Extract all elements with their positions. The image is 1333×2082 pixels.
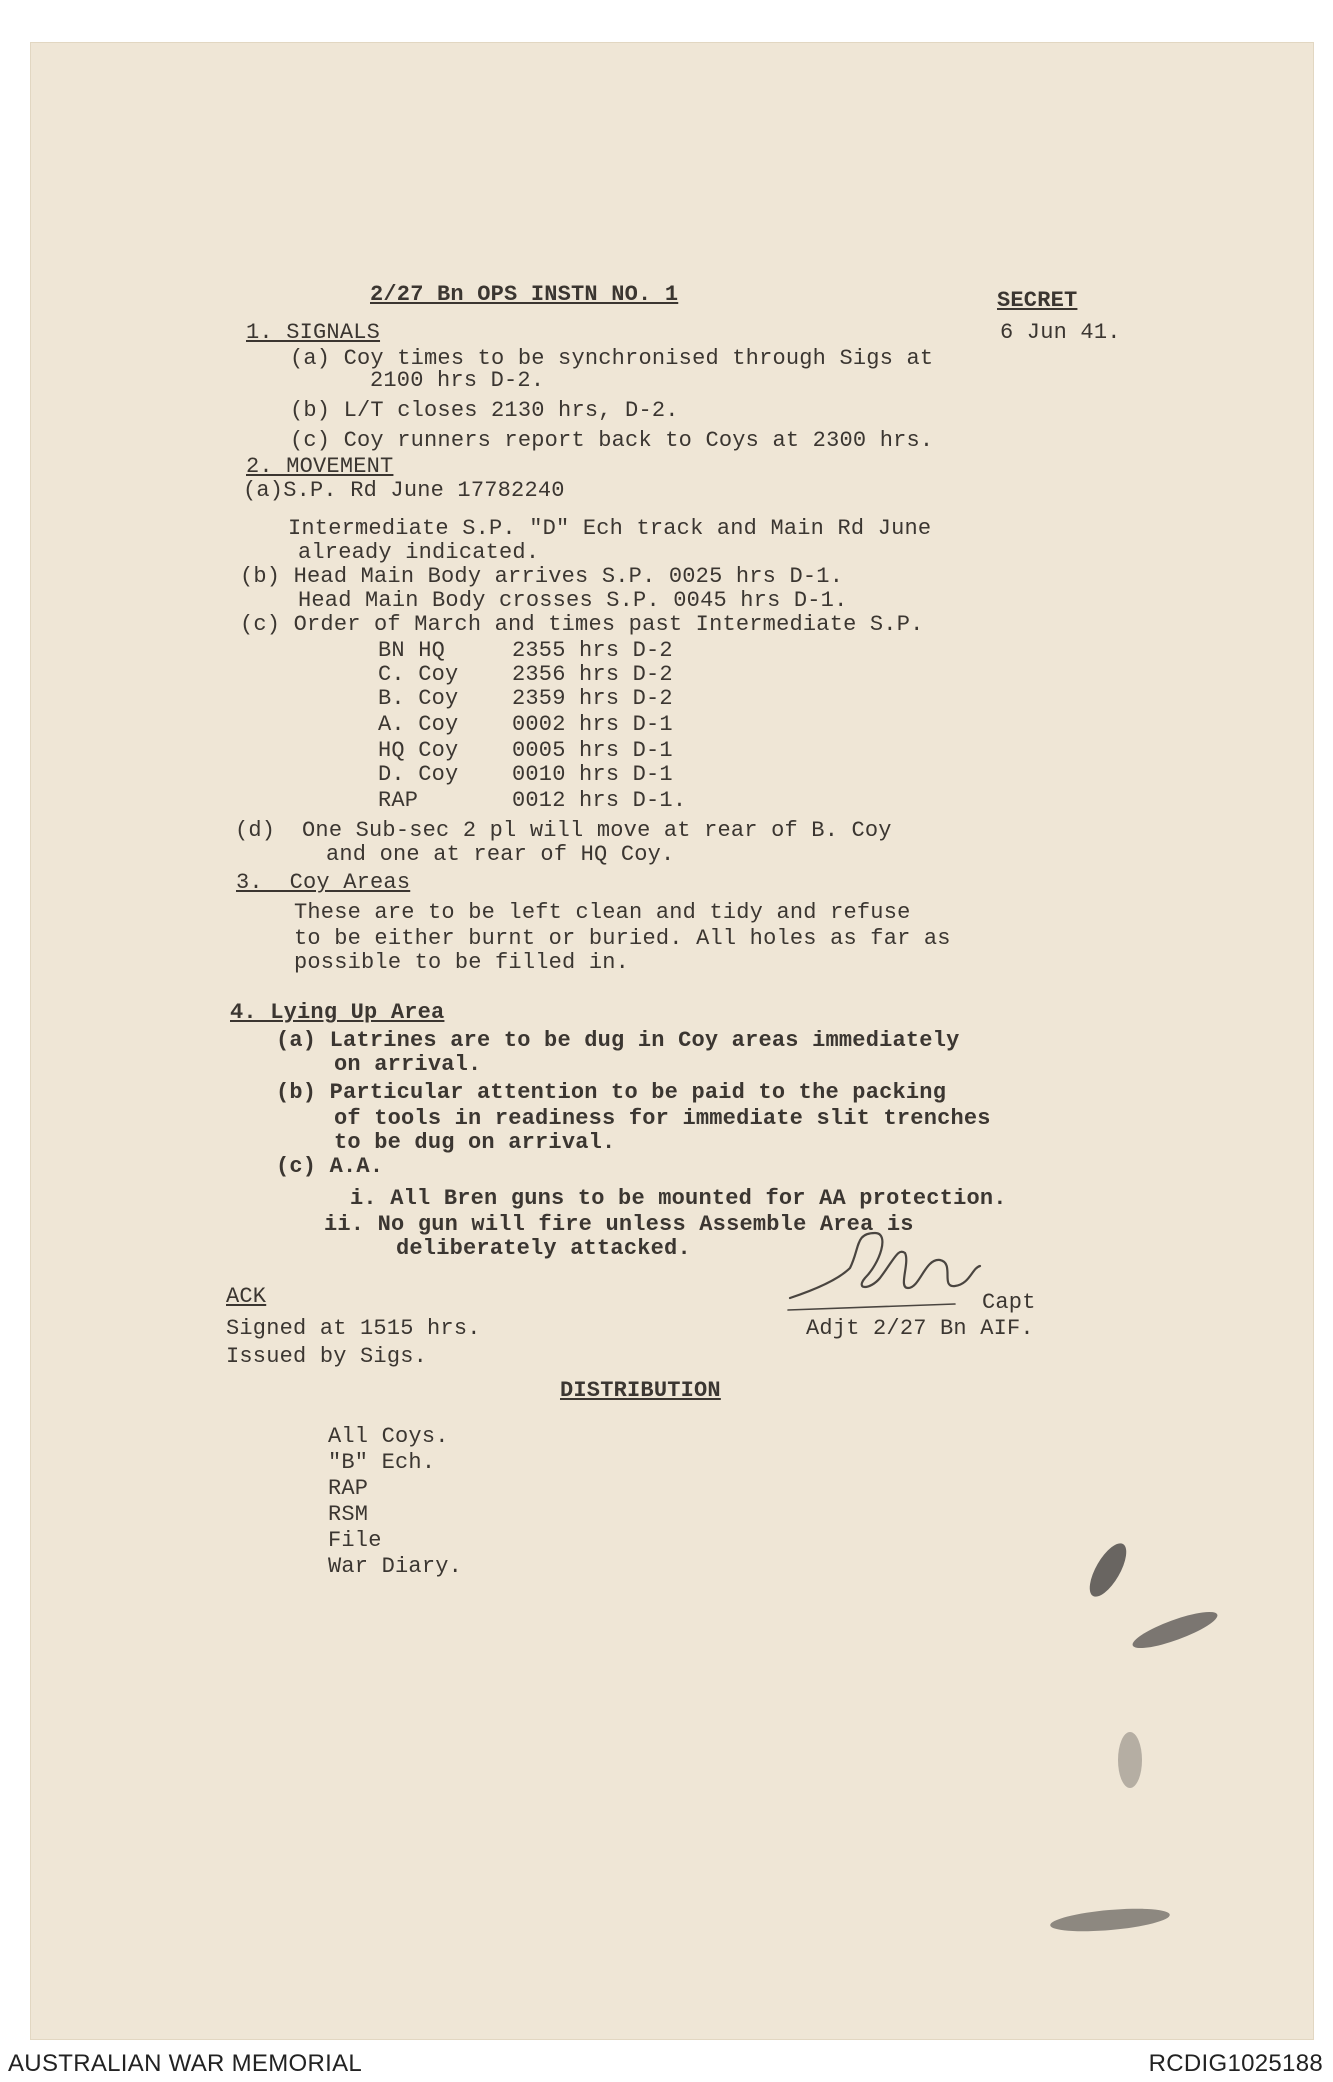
march-time: 0002 hrs D-1	[512, 712, 673, 737]
march-time: 2355 hrs D-2	[512, 638, 673, 663]
ink-smudge	[1060, 1530, 1260, 1660]
march-unit: BN HQ	[378, 638, 446, 663]
archive-name: AUSTRALIAN WAR MEMORIAL	[8, 2050, 363, 2077]
issued-by: Issued by Sigs.	[226, 1344, 428, 1369]
distribution-item: "B" Ech.	[328, 1450, 436, 1475]
section-2b: (b) Head Main Body arrives S.P. 0025 hrs D-1.	[240, 564, 844, 589]
distribution-item: File	[328, 1528, 382, 1553]
section-2b-cont: Head Main Body crosses S.P. 0045 hrs D-1.	[298, 588, 848, 613]
section-4c: (c) A.A.	[276, 1154, 384, 1179]
section-3-line-3: possible to be filled in.	[294, 950, 630, 975]
section-1c: (c) Coy runners report back to Coys at 2300 hrs.	[290, 428, 934, 453]
section-4c-ii: ii. No gun will fire unless Assemble Area is	[324, 1212, 914, 1237]
distribution-item: All Coys.	[328, 1424, 449, 1449]
section-4-heading: 4. Lying Up Area	[230, 1000, 445, 1025]
signed-time: Signed at 1515 hrs.	[226, 1316, 481, 1341]
section-1a-cont: 2100 hrs D-2.	[370, 368, 545, 393]
march-unit: D. Coy	[378, 762, 459, 787]
section-1b: (b) L/T closes 2130 hrs, D-2.	[290, 398, 679, 423]
section-2a: (a)S.P. Rd June 17782240	[243, 478, 565, 503]
signature-rank: Capt	[982, 1290, 1036, 1315]
section-2a-cont: Intermediate S.P. "D" Ech track and Main Rd June	[288, 516, 932, 541]
ack-label: ACK	[226, 1284, 267, 1309]
section-2d: (d) One Sub-sec 2 pl will move at rear of B. Coy	[235, 818, 892, 843]
march-time: 0012 hrs D-1.	[512, 788, 687, 813]
march-unit: A. Coy	[378, 712, 459, 737]
march-time: 2359 hrs D-2	[512, 686, 673, 711]
march-unit: RAP	[378, 788, 419, 813]
march-unit: C. Coy	[378, 662, 459, 687]
section-2-heading: 2. MOVEMENT	[246, 454, 394, 479]
march-time: 0010 hrs D-1	[512, 762, 673, 787]
section-3-line-2: to be either burnt or buried. All holes as far as	[294, 926, 951, 951]
march-unit: B. Coy	[378, 686, 459, 711]
section-1a: (a) Coy times to be synchronised through Sigs at	[290, 346, 934, 371]
section-4c-ii-cont: deliberately attacked.	[396, 1236, 691, 1261]
archive-footer	[0, 2046, 1333, 2082]
section-4c-i: i. All Bren guns to be mounted for AA protection.	[350, 1186, 1007, 1211]
section-4b-cont2: to be dug on arrival.	[334, 1130, 616, 1155]
section-4a-cont: on arrival.	[334, 1052, 482, 1077]
ink-smudge	[1040, 1890, 1190, 1950]
section-4b: (b) Particular attention to be paid to the packing	[276, 1080, 947, 1105]
document-date: 6 Jun 41.	[1000, 320, 1121, 345]
section-2a-cont2: already indicated.	[298, 540, 540, 565]
section-3-line-1: These are to be left clean and tidy and refuse	[294, 900, 911, 925]
document-title: 2/27 Bn OPS INSTN NO. 1	[370, 282, 679, 307]
distribution-item: RSM	[328, 1502, 369, 1527]
ink-smudge	[1100, 1720, 1160, 1800]
distribution-item: War Diary.	[328, 1554, 463, 1579]
march-unit: HQ Coy	[378, 738, 459, 763]
classification-mark: SECRET	[997, 288, 1078, 313]
section-2c: (c) Order of March and times past Intermediate S.P.	[240, 612, 924, 637]
archive-id: RCDIG1025188	[1148, 2050, 1323, 2077]
march-time: 2356 hrs D-2	[512, 662, 673, 687]
march-time: 0005 hrs D-1	[512, 738, 673, 763]
section-2d-cont: and one at rear of HQ Coy.	[326, 842, 675, 867]
section-4b-cont: of tools in readiness for immediate slit trenches	[334, 1106, 991, 1131]
signature-scrawl	[780, 1218, 1000, 1328]
distribution-heading: DISTRIBUTION	[560, 1378, 721, 1403]
distribution-item: RAP	[328, 1476, 369, 1501]
section-4a: (a) Latrines are to be dug in Coy areas immediately	[276, 1028, 960, 1053]
section-3-heading: 3. Coy Areas	[236, 870, 411, 895]
signature-title: Adjt 2/27 Bn AIF.	[806, 1316, 1034, 1341]
section-1-heading: 1. SIGNALS	[246, 320, 381, 345]
